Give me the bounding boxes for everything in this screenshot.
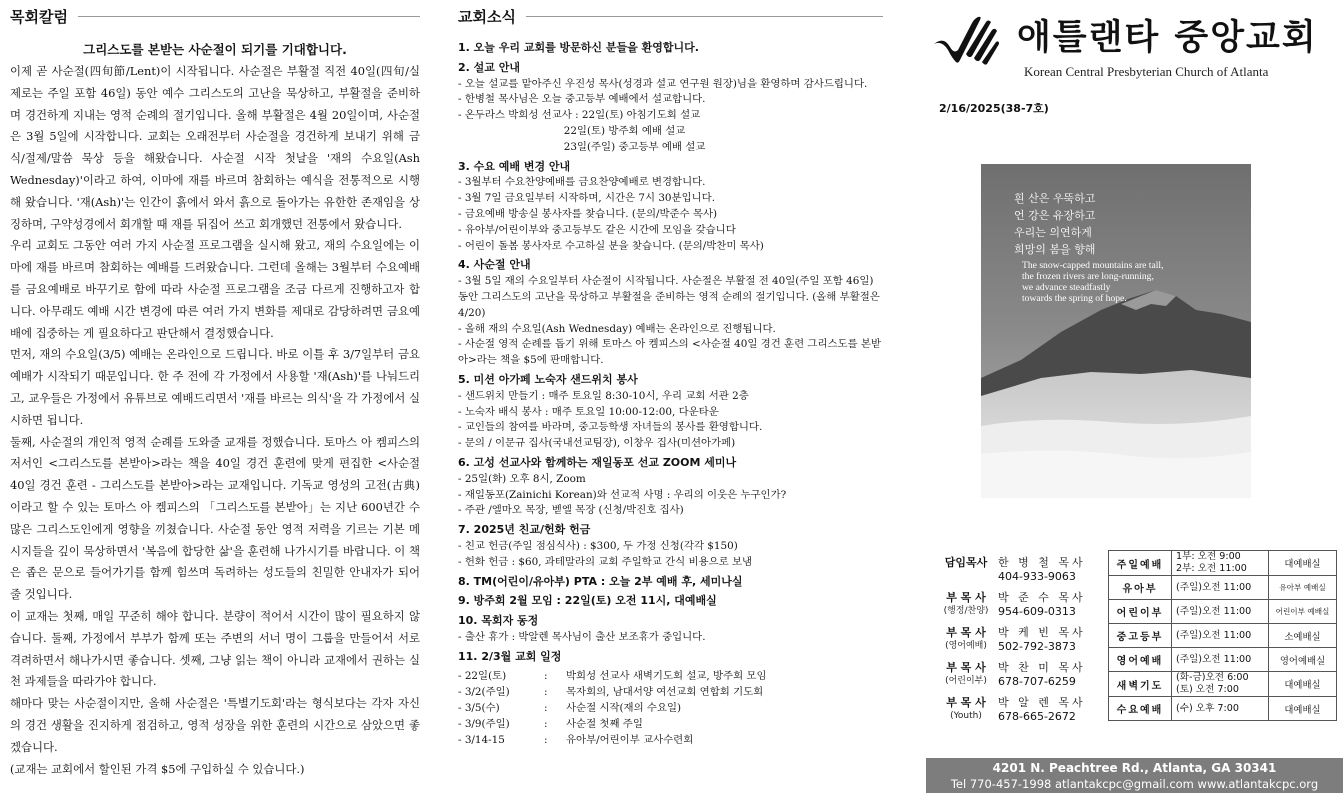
staff-info (998, 696, 1104, 724)
service-row (1109, 648, 1337, 672)
staff-role-title: 담임목사 (944, 556, 988, 569)
news-section-title: 교회소식 (458, 7, 516, 26)
service-name: 수요예배 (1109, 697, 1172, 721)
news-item-heading: 9. 방주회 2월 모임 : 22일(토) 오전 11시, 대예배실 (458, 594, 717, 608)
service-time-line: (주일)오전 11:00 (1176, 629, 1252, 641)
news-item-line: - 교인들의 참여를 바라며, 중고등학생 자녀들의 봉사를 환영합니다. (458, 421, 763, 434)
news-item-heading: 3. 수요 예배 변경 안내 (458, 159, 571, 173)
service-time-line: 1부: 오전 9:00 (1176, 551, 1241, 562)
schedule-event: 사순절 첫째 주일 (566, 718, 643, 731)
staff-row (934, 626, 1104, 654)
news-item-line: - 오늘 설교를 맡아주신 우진성 목사(성경과 설교 연구원 원장)님을 환영하며 감사드립니다. (458, 77, 868, 90)
church-news (458, 4, 883, 748)
service-name: 주일예배 (1109, 551, 1172, 576)
news-item (458, 455, 883, 519)
news-item-line: - 올해 재의 수요일(Ash Wednesday) 예배는 온라인으로 진행됩니다. (458, 322, 776, 335)
news-item-line: 22일(토) 방주회 예배 설교 (458, 124, 686, 137)
news-item-line: - 어린이 돌봄 봉사자로 수고하실 분을 찾습니다. (문의/박찬미 목사) (458, 239, 764, 252)
column-paragraph: 우리 교회도 그동안 여러 가지 사순절 프로그램을 실시해 왔고, 재의 수요일에는 이마에 재를 바르며 참회하는 예배를 드려왔습니다. 그런데 올해는 3월부터 수요예배를 금요예배로 바꾸기로 함에 따라 사순절 프로그램을 조금 다르게 진행하고자 합니다. 아무래도 예배 시간 변경에 따른 여러 가지 변화를 제대로 감당하려면 금요예배에 집중하는 게 필요하다고 판단해서 결정했습니다. (10, 238, 420, 340)
news-item-heading: 4. 사순절 안내 (458, 258, 531, 272)
news-item-line: - 사순절 영적 순례를 돕기 위해 토마스 아 켐피스의 <사순절 40일 경건 훈련 그리스도를 본받아>라는 책을 $5에 판매합니다. (458, 338, 881, 367)
news-item (458, 60, 883, 156)
news-item-heading: 11. 2/3월 교회 일정 (458, 649, 562, 663)
section-header (458, 4, 883, 28)
news-item (458, 522, 883, 570)
pastor-column (10, 4, 420, 780)
news-item (458, 574, 883, 591)
staff-name: 박 케 빈 목사 (998, 626, 1086, 639)
staff-phone: 954-609-0313 (998, 605, 1076, 618)
schedule-date: - 3/9(주일) (458, 718, 510, 731)
service-place: 대예배실 (1269, 551, 1337, 576)
staff-role-title: 부 목 사 (946, 626, 986, 639)
staff-role-title: 부 목 사 (946, 661, 986, 674)
hand-fingers-logo-icon (930, 14, 1000, 70)
church-address: 4201 N. Peachtree Rd., Atlanta, GA 30341 (992, 761, 1277, 775)
service-time (1172, 624, 1269, 648)
column-paragraph: (교재는 교회에서 할인된 가격 $5에 구입하실 수 있습니다.) (10, 761, 305, 776)
schedule-separator: : (544, 670, 548, 683)
service-place: 대예배실 (1269, 697, 1337, 721)
church-contact: Tel 770-457-1998 atlantakcpc@gmail.com www.atlantakcpc.org (950, 777, 1319, 791)
service-place: 대예배실 (1269, 672, 1337, 697)
staff-phone: 678-665-2672 (998, 710, 1076, 723)
staff-directory (934, 556, 1104, 731)
schedule-event: 유아부/어린이부 교사수련회 (566, 734, 694, 747)
staff-role (934, 661, 998, 689)
column-paragraph: 이제 곧 사순절(四旬節/Lent)이 시작됩니다. 사순절은 부활절 직전 40일(四旬/실제로는 주일 포함 46일) 동안 예수 그리스도의 고난을 묵상하고, 부활절을 준비하며 경건하게 지내는 영적 순례의 절기입니다. 올해 부활절은 4월 20일이며, 사순절은 3월 5일에 시작합니다. 교회는 오래전부터 사순절을 경건하게 보내기 위해 금식/절제/말씀 묵상 등을 해왔습니다. 사순절 시작 첫날을 '재의 수요일(Ash Wednesday)'이라고 하여, 이마에 재를 바르며 참회하는 예식을 전통적으로 시행해 왔습니다. '재(Ash)'는 인간이 흙에서 와서 흙으로 돌아가는 유한한 존재임을 상징하며, 구약성경에서 회개할 때 재를 뒤집어 쓰고 회개했던 전통에서 왔습니다. (10, 64, 420, 231)
staff-role (934, 591, 998, 619)
schedule-list (458, 668, 883, 748)
service-time-line: (주일)오전 11:00 (1176, 605, 1252, 617)
service-name: 어린이부 (1109, 600, 1172, 624)
staff-role-subtitle: (행정/찬양) (943, 606, 989, 616)
schedule-row (458, 716, 883, 732)
service-row (1109, 697, 1337, 721)
service-time-line: 2부: 오전 11:00 (1176, 563, 1247, 574)
service-row (1109, 624, 1337, 648)
schedule-event: 박희성 선교사 새벽기도회 설교, 방주회 모임 (566, 670, 767, 683)
news-item-line: - 25일(화) 오후 8시, Zoom (458, 472, 586, 485)
news-item-line: - 헌화 헌금 : $60, 과테말라의 교회 주일학교 간식 비용으로 보냄 (458, 555, 753, 568)
column-paragraph: 이 교재는 첫째, 매일 꾸준히 해야 합니다. 분량이 적어서 시간이 많이 필요하지 않습니다. 둘째, 가정에서 부부가 함께 또는 주변의 서너 명이 그룹을 만들어서 서로 격려하면서 해나가시면 좋습니다. 셋째, 그냥 읽는 책이 아니라 교재에서 권하는 실천 과제들을 따라가야 합니다. (10, 608, 420, 689)
staff-row (934, 556, 1104, 584)
schedule-event: 사순절 시작(재의 수요일) (566, 702, 682, 715)
news-item-heading: 7. 2025년 친교/헌화 헌금 (458, 523, 591, 537)
service-time (1172, 697, 1269, 721)
service-row (1109, 551, 1337, 576)
news-item-line: - 재일동포(Zainichi Korean)와 선교적 사명 : 우리의 이웃은 누구인가? (458, 488, 787, 501)
staff-name: 박 알 렌 목사 (998, 696, 1086, 709)
column-paragraph: 둘째, 사순절의 개인적 영적 순례를 도와줄 교재를 정했습니다. 토마스 아 켐피스의 저서인 <그리스도를 본받아>라는 책을 40일 경건 훈련에 맞게 편집한 <사순절 40일 경건 훈련 - 그리스도를 본받아>라는 교재입니다. 기독교 영성의 고전(古典)이라고 할 수 있는 토마스 아 켐피스의 「그리스도를 본받아」는 지난 600년간 수많은 그리스도인에게 영향을 끼쳤습니다. 사순절 동안 영적 저력을 기르는 기본 메시지들을 깊이 묵상하면서 '복음에 합당한 삶'을 훈련해 나가시기를 바랍니다. 이 책은 좁은 문으로 들어가기를 함께 힘쓰며 독려하는 성도들의 친밀한 안내자가 되어줄 것입니다. (10, 434, 420, 602)
column-paragraph: 해마다 맞는 사순절이지만, 올해 사순절은 '특별기도회'라는 형식보다는 각자 자신의 경건 생활을 진지하게 점검하고, 영적 성장을 위한 훈련의 시간으로 삼았으면 좋겠습니다. (10, 696, 420, 754)
staff-info (998, 591, 1104, 619)
service-place: 어린이부 예배실 (1269, 600, 1337, 624)
service-time-line: (화-금)오전 6:00 (1176, 672, 1249, 683)
news-item-heading: 6. 고성 선교사와 함께하는 재일동포 선교 ZOOM 세미나 (458, 455, 737, 469)
news-item-heading: 2. 설교 안내 (458, 60, 520, 74)
news-item-line: - 출산 휴가 : 박알렌 목사님이 출산 보조휴가 중입니다. (458, 630, 706, 643)
schedule-row (458, 732, 883, 748)
staff-info (998, 626, 1104, 654)
service-time (1172, 576, 1269, 600)
staff-row (934, 696, 1104, 724)
news-item-line: - 친교 헌금(주일 점심식사) : $300, 두 가정 신청(각각 $150) (458, 539, 738, 552)
news-item-line: 23일(주일) 중고등부 예배 설교 (458, 140, 706, 153)
staff-role-subtitle: (영어예배) (945, 641, 987, 651)
staff-role-title: 부 목 사 (946, 696, 986, 709)
schedule-row (458, 668, 883, 684)
news-item-line: - 금요예배 방송실 봉사자를 찾습니다. (문의/박준수 목사) (458, 207, 718, 220)
service-time-line: (토) 오전 7:00 (1176, 684, 1239, 695)
schedule-separator: : (544, 686, 548, 699)
news-item (458, 372, 883, 452)
news-item-line: - 온두라스 박희성 선교사 : 22일(토) 아침기도회 설교 (458, 109, 701, 122)
news-item (458, 649, 883, 666)
staff-row (934, 661, 1104, 689)
staff-role-subtitle: (Youth) (950, 711, 982, 721)
news-item (458, 257, 883, 369)
news-item (458, 159, 883, 255)
staff-info (998, 556, 1104, 584)
news-list (458, 40, 883, 665)
service-row (1109, 600, 1337, 624)
news-item-line: - 주관 /엘마오 목장, 벧엘 목장 (신청/박진호 집사) (458, 504, 684, 517)
staff-role (934, 696, 998, 724)
bulletin-date: 2/16/2025(38-7호) (939, 102, 1049, 115)
service-name: 영어예배 (1109, 648, 1172, 672)
service-name: 중고등부 (1109, 624, 1172, 648)
service-time (1172, 551, 1269, 576)
news-item-line: - 유아부/어린이부와 중고등부도 같은 시간에 모임을 갖습니다 (458, 223, 736, 236)
news-item-heading: 5. 미션 아가페 노숙자 샌드위치 봉사 (458, 372, 638, 386)
staff-role (934, 626, 998, 654)
staff-role-title: 부 목 사 (946, 591, 986, 604)
schedule-date: - 3/5(수) (458, 702, 500, 715)
news-item-line: - 3월부터 수요찬양예배를 금요찬양예배로 변경합니다. (458, 176, 706, 189)
service-place: 유아부 예배실 (1269, 576, 1337, 600)
staff-row (934, 591, 1104, 619)
news-item (458, 613, 883, 646)
section-header (10, 4, 420, 28)
schedule-separator: : (544, 734, 548, 747)
cover-poem-korean: 흰 산은 우뚝하고 언 강은 유장하고 우리는 의연하게 희망의 봄을 향해 (1014, 192, 1096, 256)
news-item-heading: 8. TM(어린이/유아부) PTA : 오늘 2부 예배 후, 세미나실 (458, 574, 743, 588)
staff-phone: 404-933-9063 (998, 570, 1076, 583)
staff-phone: 678-707-6259 (998, 675, 1076, 688)
service-time-line: (주일)오전 11:00 (1176, 581, 1252, 593)
staff-phone: 502-792-3873 (998, 640, 1076, 653)
staff-name: 박 찬 미 목사 (998, 661, 1086, 674)
news-item-line: - 문의 / 이문규 집사(국내선교팀장), 이창우 집사(미션아가페) (458, 437, 736, 450)
staff-name: 박 준 수 목사 (998, 591, 1086, 604)
service-name: 새벽기도 (1109, 672, 1172, 697)
column-body (10, 61, 420, 780)
news-item-line: - 샌드위치 만들기 : 매주 토요일 8:30-10시, 우리 교회 서관 2층 (458, 389, 749, 402)
news-item-line: - 한병철 목사님은 오늘 중고등부 예배에서 설교합니다. (458, 93, 706, 106)
staff-info (998, 661, 1104, 689)
schedule-row (458, 700, 883, 716)
column-paragraph: 먼저, 재의 수요일(3/5) 예배는 온라인으로 드립니다. 바로 이틀 후 3/7일부터 금요예배가 시작되기 때문입니다. 한 주 전에 각 가정에서 사용할 '재(Ash)'를 나눠드리고, 교우들은 가정에서 유튜브로 예배드리면서 '재를 바르는 의식'을 각 가정에서 실시하면 됩니다. (10, 347, 420, 427)
schedule-date: - 3/2(주일) (458, 686, 510, 699)
column-section-title: 목회칼럼 (10, 7, 68, 26)
divider (526, 16, 883, 17)
divider (78, 16, 420, 17)
schedule-row (458, 684, 883, 700)
schedule-separator: : (544, 702, 548, 715)
news-item-line: - 노숙자 배식 봉사 : 매주 토요일 10:00-12:00, 다운타운 (458, 405, 719, 418)
service-time (1172, 648, 1269, 672)
service-name: 유아부 (1109, 576, 1172, 600)
news-item-line: - 3월 7일 금요일부터 시작하며, 시간은 7시 30분입니다. (458, 192, 715, 205)
service-place: 소예배실 (1269, 624, 1337, 648)
service-row (1109, 672, 1337, 697)
staff-name: 한 병 철 목사 (998, 556, 1086, 569)
church-name-english: Korean Central Presbyterian Church of Atlanta (1024, 64, 1269, 79)
worship-schedule-table (1108, 550, 1337, 721)
news-item (458, 593, 883, 610)
news-item-heading: 1. 오늘 우리 교회를 방문하신 분들을 환영합니다. (458, 41, 699, 54)
service-row (1109, 576, 1337, 600)
news-item-heading: 10. 목회자 동정 (458, 614, 539, 628)
service-time (1172, 600, 1269, 624)
cover-poem-english: The snow-capped mountains are tall, the frozen rivers are long-running, we advance steadfastly towards the spring of hope. (1022, 260, 1164, 304)
schedule-date: - 3/14-15 (458, 734, 505, 747)
service-time-line: (주일)오전 11:00 (1176, 653, 1252, 665)
news-item-line: - 3월 5일 재의 수요일부터 사순절이 시작됩니다. 사순절은 부활절 전 40일(주일 포함 46일) 동안 그리스도의 고난을 묵상하고 부활절을 준비하는 영적 순례의 절기입니다. (올해 부활절은 4/20) (458, 275, 884, 319)
column-title: 그리스도를 본받는 사순절이 되기를 기대합니다. (83, 42, 347, 57)
schedule-event: 목자회의, 남대서양 여선교회 연합회 기도회 (566, 686, 764, 699)
staff-role-subtitle: (어린이부) (945, 676, 987, 686)
church-name: 애틀랜타 중앙교회 (1017, 18, 1318, 58)
service-place: 영어예배실 (1269, 648, 1337, 672)
service-time-line: (수) 오후 7:00 (1176, 702, 1239, 714)
staff-role (934, 556, 998, 584)
news-item (458, 40, 883, 57)
schedule-separator: : (544, 718, 548, 731)
footer-bar (926, 758, 1343, 793)
cover-image (981, 164, 1251, 498)
schedule-date: - 22일(토) (458, 670, 507, 683)
service-time (1172, 672, 1269, 697)
